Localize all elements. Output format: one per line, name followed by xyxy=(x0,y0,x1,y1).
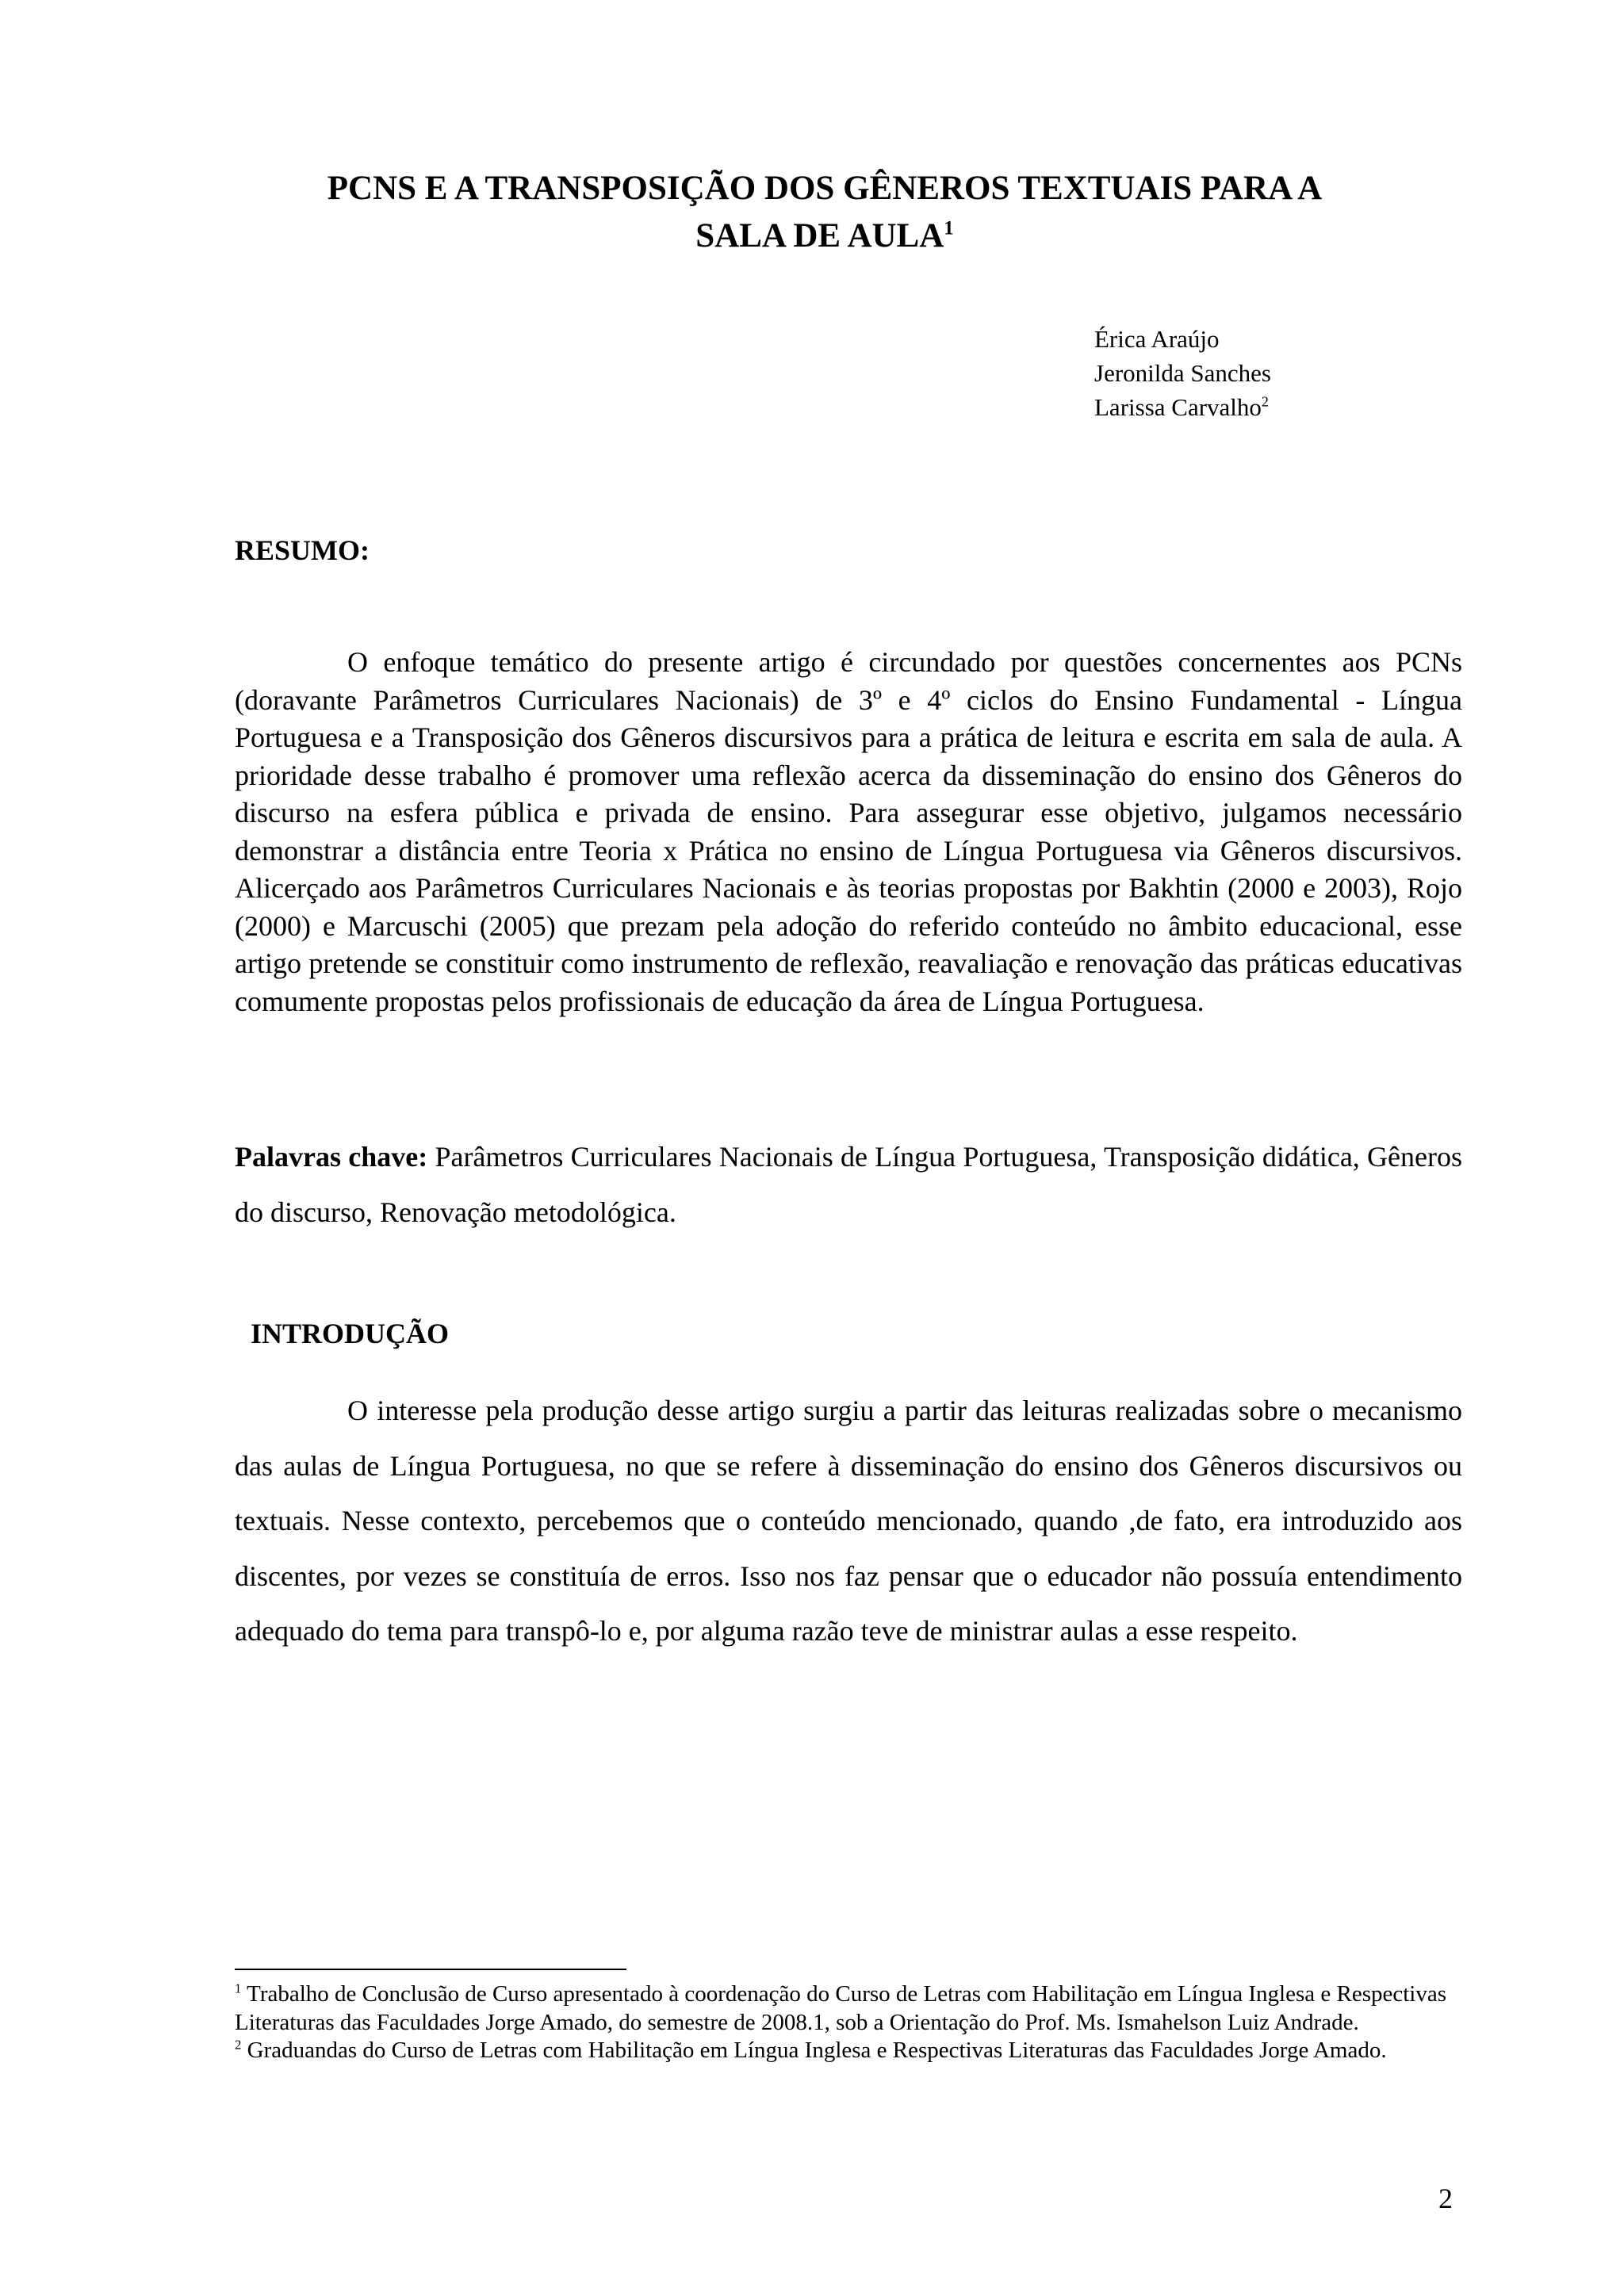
footnote-2 xyxy=(235,2037,1472,2065)
footnote-text: Trabalho de Conclusão de Curso apresentado à coordenação do Curso de Letras com Habilitação em Língua Inglesa e Respectivas Literaturas das Faculdades Jorge Amado, do semestre de 2008.1, sob a Orientação do Prof. Ms. Ismahelson Luiz Andrade. xyxy=(235,1981,1447,2035)
author-list xyxy=(1094,322,1271,424)
author-name: Érica Araújo xyxy=(1094,325,1220,353)
footnotes xyxy=(235,1980,1472,2065)
footnote-separator xyxy=(235,1969,626,1970)
keywords-label: Palavras chave: xyxy=(235,1141,428,1173)
page-number: 2 xyxy=(1438,2183,1453,2214)
title-footnote-mark: 1 xyxy=(944,217,954,239)
paper-title xyxy=(230,165,1419,260)
footnote-mark: 2 xyxy=(235,2037,242,2053)
introducao-heading: INTRODUÇÃO xyxy=(251,1318,450,1349)
introducao-paragraph: O interesse pela produção desse artigo surgiu a partir das leituras realizadas sobre o mecanismo das aulas de Língua Portuguesa, no que se refere à disseminação do ensino dos Gêneros discursivos ou textuais. Nesse contexto, percebemos que o conteúdo mencionado, quando ,de fato, era introduzido aos discentes, por vezes se constituía de erros. Isso nos faz pensar que o educador não possuía entendimento adequado do tema para transpô-lo e, por alguma razão teve de ministrar aulas a esse respeito. xyxy=(235,1395,1462,1647)
resumo-heading: RESUMO: xyxy=(235,534,370,566)
title-line-1: PCNS E A TRANSPOSIÇÃO DOS GÊNEROS TEXTUAIS PARA A xyxy=(327,170,1323,207)
keywords-paragraph xyxy=(235,1129,1462,1240)
keywords-text: Parâmetros Curriculares Nacionais de Língua Portuguesa, Transposição didática, Gêneros do discurso, Renovação metodológica. xyxy=(235,1141,1462,1228)
title-line-2 xyxy=(230,212,1419,260)
resumo-paragraph: O enfoque temático do presente artigo é circundado por questões concernentes aos PCNs (doravante Parâmetros Curriculares Nacionais) de 3º e 4º ciclos do Ensino Fundamental - Língua Portuguesa e a Transposição dos Gêneros discursivos para a prática de leitura e escrita em sala de aula. A prioridade desse trabalho é promover uma reflexão acerca da disseminação do ensino dos Gêneros do discurso na esfera pública e privada de ensino. Para assegurar esse objetivo, julgamos necessário demonstrar a distância entre Teoria x Prática no ensino de Língua Portuguesa via Gêneros discursivos. Alicerçado aos Parâmetros Curriculares Nacionais e às teorias propostas por Bakhtin (2000 e 2003), Rojo (2000) e Marcuschi (2005) que prezam pela adoção do referido conteúdo no âmbito educacional, esse artigo pretende se constituir como instrumento de reflexão, reavaliação e renovação das práticas educativas comumente propostas pelos profissionais de educação da área de Língua Portuguesa. xyxy=(235,646,1462,1017)
author-name: Larissa Carvalho$^2$ xyxy=(1094,393,1269,421)
author-footnote-mark: 2 xyxy=(1261,393,1269,410)
footnote-mark: 1 xyxy=(235,1980,242,1996)
title-line-2-text: SALA DE AULA xyxy=(695,217,944,254)
footnote-text: Graduandas do Curso de Letras com Habilitação em Língua Inglesa e Respectivas Literaturas das Faculdades Jorge Amado. xyxy=(247,2038,1387,2063)
footnote-1 xyxy=(235,1980,1472,2037)
author-name: Jeronilda Sanches xyxy=(1094,359,1271,387)
